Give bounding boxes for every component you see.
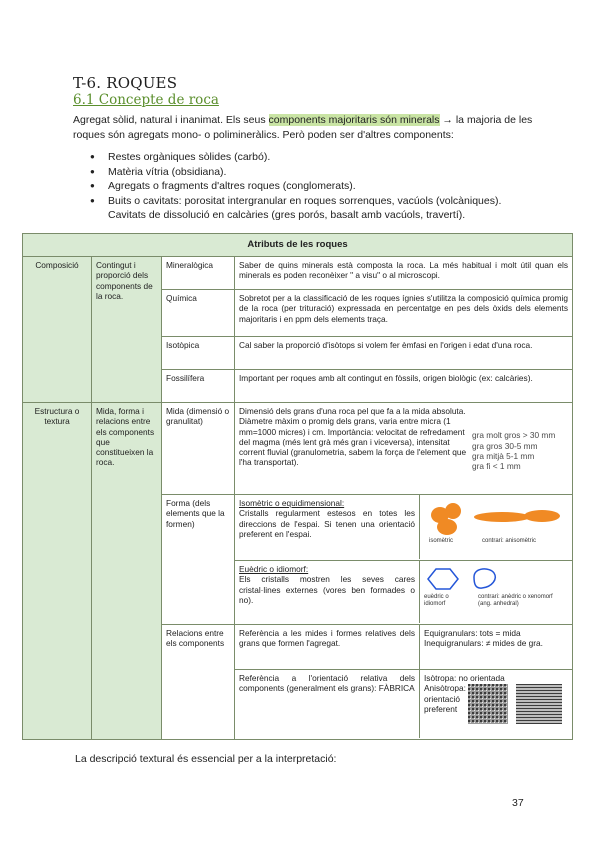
attributes-table xyxy=(22,233,573,740)
grain-shape xyxy=(474,512,530,522)
grain-scale-item: gra gros 30-5 mm xyxy=(472,440,538,451)
anisotropa-text: Anisòtropa: orientació preferent xyxy=(424,683,466,714)
crystal-shape xyxy=(428,569,458,589)
text-quimica: Sobretot per a la classificació de les roques ígnies s'utilitza la composició química promig de la roca (per trituració) expressada en percentatge en pes dels òxids dels elements majoritaris i en ppm dels elements traça. xyxy=(235,290,573,337)
isometric-caption: isomètric xyxy=(429,538,454,545)
fabric-figure xyxy=(419,670,572,738)
grain-shape xyxy=(437,519,457,535)
type-mineralogica: Mineralògica xyxy=(162,257,235,290)
euedric-caption: euèdric o idiomorf xyxy=(424,594,449,608)
crystal-shape xyxy=(474,569,495,588)
forma-euedric-cell xyxy=(235,561,573,625)
composicio-desc: Contingut i proporció dels components de la roca. xyxy=(92,257,162,403)
table-title: Atributs de les roques xyxy=(23,234,573,257)
list-item: ● Buits o cavitats: porositat intergranular en roques sorrenques, vacúols (volcàniques). Cavitats de dissolució en calcàries (gres porós, basalt amb vacúols, travertí). xyxy=(90,194,530,223)
text-isotopica: Cal saber la proporció d'isòtops si volem fer èmfasi en l'origen i edat d'una roca. xyxy=(235,337,573,370)
grain-scale-item: gra mitjà 5-1 mm xyxy=(472,451,535,462)
mida-label: Mida (dimensió o granulitat) xyxy=(162,403,235,495)
grain-scale xyxy=(472,430,570,472)
grain-shape xyxy=(524,510,560,522)
type-isotopica: Isotòpica xyxy=(162,337,235,370)
footer-note: La descripció textural és essencial per a la interpretació: xyxy=(75,753,337,765)
list-item: ● Matèria vítria (obsidiana). xyxy=(90,165,530,180)
composicio-label: Composició xyxy=(23,257,92,403)
intro-highlight: components majoritaris són minerals xyxy=(268,114,440,126)
relacions-r2-cell xyxy=(235,670,573,740)
grain-shape xyxy=(445,503,461,519)
crystals-illustration xyxy=(420,561,568,623)
page-number: 37 xyxy=(512,797,524,809)
euedric-title: Euèdric o idiomorf: xyxy=(239,564,309,575)
relacions-r1-cell xyxy=(235,625,573,670)
isotropa-text: Isòtropa: no orientada xyxy=(424,673,505,684)
mida-text: Dimensió dels grans d'una roca pel que fa a la mida absoluta. Diàmetre màxim o promig dels grans, varia entre micra (1 mm=1000 micres) i cm. Importància: velocitat de refredament del magma (més lent grà més gran i viceversa), intensitat corrent fluvial (granulometria, sabem la força de l'element que l'ha transportat). xyxy=(239,406,467,468)
anisometric-caption: contrari: anisomètric xyxy=(482,538,537,545)
bullet-list xyxy=(90,150,530,223)
list-item: ● Agregats o fragments d'altres roques (conglomerats). xyxy=(90,179,530,194)
isometric-figure xyxy=(419,495,572,559)
relacions-r1-right: Equigranulars: tots = mida Inequigranulars: ≠ mides de gra. xyxy=(419,625,572,669)
isometric-title: Isomètric o equidimensional: xyxy=(239,498,345,509)
grain-scale-item: gra molt gros > 30 mm xyxy=(472,430,556,441)
relacions-label: Relacions entre els components xyxy=(162,625,235,740)
forma-label: Forma (dels elements que la formen) xyxy=(162,495,235,625)
text-fossilifera: Important per roques amb alt contingut en fòssils, origen biològic (ex: calcàries). xyxy=(235,370,573,403)
anisotropic-texture xyxy=(516,684,562,724)
relacions-r1-text: Referència a les mides i formes relatives dels grans que formen l'agregat. xyxy=(239,628,415,649)
grain-scale-item: gra fi < 1 mm xyxy=(472,461,521,472)
fabric-textures xyxy=(468,684,564,724)
xenomorf-caption: contrari: anèdric o xenomorf (ang. anhedral) xyxy=(478,594,553,608)
type-quimica: Química xyxy=(162,290,235,337)
section-title: 6.1 Concepte de roca xyxy=(73,92,219,108)
page-title: T-6. ROQUES xyxy=(73,74,178,92)
intro-part1: Agregat sòlid, natural i inanimat. Els seus xyxy=(73,114,269,126)
type-fossilifera: Fossilífera xyxy=(162,370,235,403)
list-item: ● Restes orgàniques sòlides (carbó). xyxy=(90,150,530,165)
intro-part2: → la majoria de les roques són agregats mono- o polimineràlics. Però poden ser d'altres components: xyxy=(73,114,533,141)
euedric-text: Els cristalls mostren les seves cares cristal·lines externes (vores ben formades o no). xyxy=(239,574,415,605)
grains-illustration xyxy=(420,495,568,559)
euedric-figure xyxy=(419,561,572,623)
isometric-text: Cristalls regularment estesos en totes les direccions de l'espai. Si tenen una orientació preferent en l'espai. xyxy=(239,508,415,539)
text-mineralogica: Saber de quins minerals està composta la roca. La més habitual i molt útil quan els minerals es poden reconèixer " a visu" o al microscopi. xyxy=(235,257,573,290)
forma-isometric-cell xyxy=(235,495,573,561)
mida-cell xyxy=(235,403,573,495)
intro-paragraph xyxy=(73,113,533,143)
estructura-label: Estructura o textura xyxy=(23,403,92,740)
estructura-desc: Mida, forma i relacions entre els components que constitueixen la roca. xyxy=(92,403,162,740)
relacions-r2-text: Referència a l'orientació relativa dels components (generalment els grans): FÀBRICA xyxy=(239,673,415,694)
isotropic-texture xyxy=(468,684,508,724)
